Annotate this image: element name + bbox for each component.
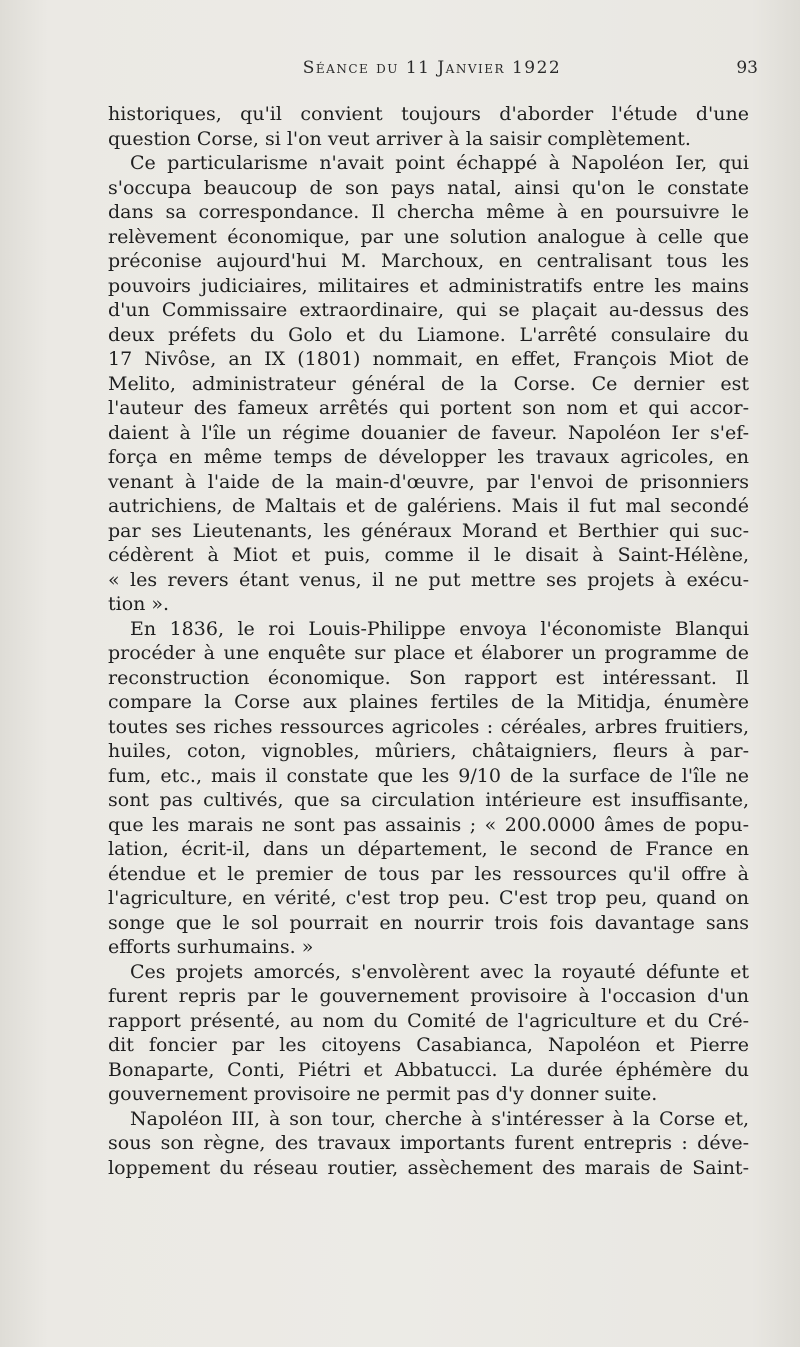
text-line: compare la Corse aux plaines fertiles de la Mitidja, énumère <box>108 691 749 713</box>
text-line: que les marais ne sont pas assainis ; « 200.0000 âmes de popu- <box>108 813 749 836</box>
text-line: toutes ses riches ressources agricoles : céréales, arbres fruitiers, <box>108 715 749 738</box>
text-line: 17 Nivôse, an IX (1801) nommait, en effet, François Miot de <box>108 348 749 370</box>
text-line: Ces projets amorcés, s'envolèrent avec la royauté défunte et <box>130 960 749 983</box>
page-number: 93 <box>736 58 758 78</box>
text-line: par ses Lieutenants, les généraux Morand et Berthier qui suc- <box>108 519 749 542</box>
text-line: étendue et le premier de tous par les ressources qu'il offre à <box>108 862 749 885</box>
text-line: Bonaparte, Conti, Piétri et Abbatucci. La durée éphémère du <box>108 1058 749 1081</box>
text-line: s'occupa beaucoup de son pays natal, ainsi qu'on le constate <box>108 176 749 199</box>
text-line: procéder à une enquête sur place et élaborer un programme de <box>108 642 749 664</box>
text-line: pouvoirs judiciaires, militaires et administratifs entre les mains <box>108 274 749 297</box>
text-line: deux préfets du Golo et du Liamone. L'arrêté consulaire du <box>108 323 749 346</box>
text-line: daient à l'île un régime douanier de faveur. Napoléon Ier s'ef- <box>108 421 749 444</box>
text-line: autrichiens, de Maltais et de galériens. Mais il fut mal secondé <box>108 495 749 517</box>
header-title: Séance du 11 Janvier 1922 <box>302 58 562 78</box>
text-line: furent repris par le gouvernement provisoire à l'occasion d'un <box>108 985 749 1007</box>
body-text <box>108 102 749 1180</box>
text-line: question Corse, si l'on veut arriver à la saisir complètement. <box>108 127 691 150</box>
text-line: gouvernement provisoire ne permit pas d'y donner suite. <box>108 1083 658 1105</box>
text-line: força en même temps de développer les travaux agricoles, en <box>108 446 749 468</box>
text-line: efforts surhumains. » <box>108 936 314 958</box>
text-line: loppement du réseau routier, assèchement des marais de Saint- <box>108 1156 749 1179</box>
text-line: lation, écrit-il, dans un département, le second de France en <box>108 838 749 860</box>
text-line: tion ». <box>108 593 170 615</box>
text-line: huiles, coton, vignobles, mûriers, châtaigniers, fleurs à par- <box>108 740 749 762</box>
text-line: Ce particularisme n'avait point échappé à Napoléon Ier, qui <box>130 152 749 174</box>
text-line: préconise aujourd'hui M. Marchoux, en centralisant tous les <box>108 250 749 272</box>
text-line: sont pas cultivés, que sa circulation intérieure est insuffisante, <box>108 789 749 811</box>
text-line: Napoléon III, à son tour, cherche à s'intéresser à la Corse et, <box>130 1107 749 1130</box>
text-line: d'un Commissaire extraordinaire, qui se plaçait au-dessus des <box>108 299 749 321</box>
text-line: sous son règne, des travaux importants furent entrepris : déve- <box>108 1132 749 1154</box>
running-header <box>106 58 758 86</box>
text-line: fum, etc., mais il constate que les 9/10 de la surface de l'île ne <box>108 764 749 787</box>
text-line: historiques, qu'il convient toujours d'aborder l'étude d'une <box>108 103 749 125</box>
text-line: songe que le sol pourrait en nourrir trois fois davantage sans <box>108 911 749 934</box>
text-line: venant à l'aide de la main-d'œuvre, par l'envoi de prisonniers <box>108 470 749 493</box>
text-line: dans sa correspondance. Il chercha même à en poursuivre le <box>108 201 749 223</box>
text-line: relèvement économique, par une solution analogue à celle que <box>108 225 749 248</box>
text-line: dit foncier par les citoyens Casabianca, Napoléon et Pierre <box>108 1034 749 1056</box>
text-line: « les revers étant venus, il ne put mettre ses projets à exécu- <box>108 568 749 591</box>
text-line: l'agriculture, en vérité, c'est trop peu. C'est trop peu, quand on <box>108 887 749 909</box>
text-line: Melito, administrateur général de la Corse. Ce dernier est <box>108 372 749 395</box>
text-line: l'auteur des fameux arrêtés qui portent son nom et qui accor- <box>108 397 749 419</box>
text-line: rapport présenté, au nom du Comité de l'agriculture et du Cré- <box>108 1009 749 1032</box>
text-line: En 1836, le roi Louis-Philippe envoya l'économiste Blanqui <box>130 617 749 640</box>
text-line: cédèrent à Miot et puis, comme il le disait à Saint-Hélène, <box>108 544 749 566</box>
text-line: reconstruction économique. Son rapport est intéressant. Il <box>108 666 749 689</box>
